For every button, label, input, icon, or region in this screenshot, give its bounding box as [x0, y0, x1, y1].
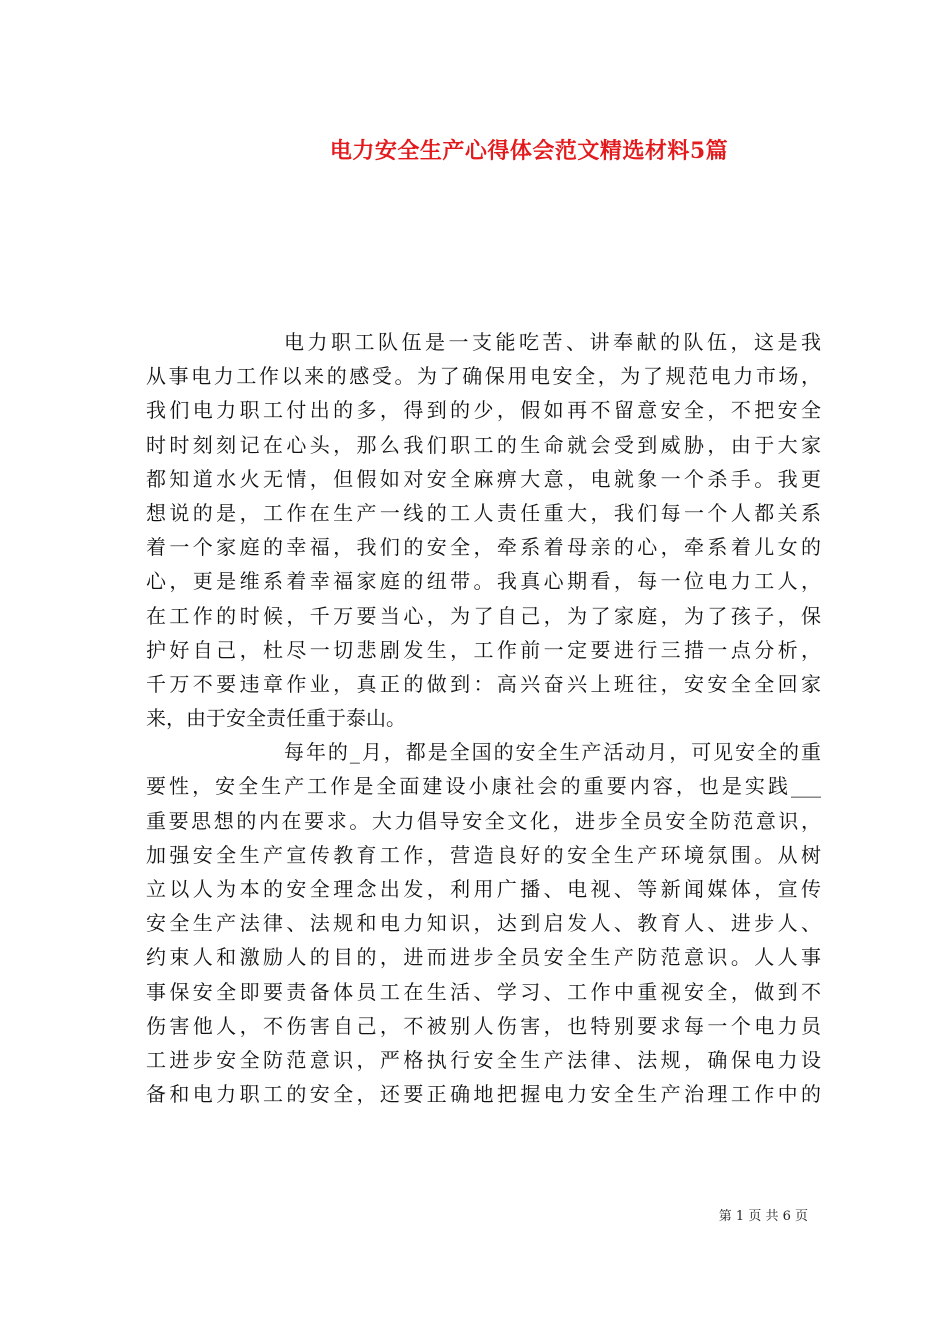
text-line: 着一个家庭的幸福，我们的安全，牵系着母亲的心，牵系着儿女的 — [146, 535, 821, 560]
text-line: 备和电力职工的安全，还要正确地把握电力安全生产治理工作中的 — [146, 1082, 821, 1107]
text-line: 时时刻刻记在心头，那么我们职工的生命就会受到威胁，由于大家 — [146, 432, 821, 457]
text-line: 护好自己，杜尽一切悲剧发生，工作前一定要进行三措一点分析， — [146, 637, 821, 662]
text-line: 每年的_月，都是全国的安全生产活动月，可见安全的重 — [284, 740, 821, 765]
text-line: 伤害他人，不伤害自己，不被别人伤害，也特别要求每一个电力员 — [146, 1013, 821, 1038]
text-line: 电力职工队伍是一支能吃苦、讲奉献的队伍，这是我 — [284, 330, 821, 354]
text-line: 来，由于安全责任重于泰山。 — [146, 706, 406, 731]
text-line: 心，更是维系着幸福家庭的纽带。我真心期看，每一位电力工人， — [146, 569, 821, 594]
text-line: 我们电力职工付出的多，得到的少，假如再不留意安全，不把安全 — [146, 398, 821, 423]
text-line: 在工作的时候，千万要当心，为了自己，为了家庭，为了孩子，保 — [146, 603, 821, 628]
page-number-footer: 第 1 页 共 6 页 — [718, 1209, 808, 1224]
document-body — [146, 325, 821, 1111]
text-line: 从事电力工作以来的感受。为了确保用电安全，为了规范电力市场， — [146, 364, 821, 389]
text-line: 事保安全即要责备体员工在生活、学习、工作中重视安全，做到不 — [146, 979, 821, 1004]
text-line: 加强安全生产宣传教育工作，营造良好的安全生产环境氛围。从树 — [146, 842, 821, 867]
paragraph-1 — [146, 325, 821, 735]
text-line: 约束人和激励人的目的，进而进步全员安全生产防范意识。人人事 — [146, 945, 821, 970]
text-line: 都知道水火无情，但假如对安全麻痹大意，电就象一个杀手。我更 — [146, 466, 821, 491]
text-line: 千万不要违章作业，真正的做到：高兴奋兴上班往，安安全全回家 — [146, 671, 821, 696]
document-title: 电力安全生产心得体会范文精选材料5篇 — [329, 138, 729, 164]
text-line: 重要思想的内在要求。大力倡导安全文化，进步全员安全防范意识， — [146, 808, 821, 833]
text-line: 想说的是，工作在生产一线的工人责任重大，我们每一个人都关系 — [146, 500, 821, 525]
paragraph-2 — [146, 735, 821, 1111]
text-line: 要性，安全生产工作是全面建设小康社会的重要内容，也是实践___ — [146, 774, 821, 799]
text-line: 立以人为本的安全理念出发，利用广播、电视、等新闻媒体，宣传 — [146, 877, 821, 901]
text-line: 工进步安全防范意识，严格执行安全生产法律、法规，确保电力设 — [146, 1047, 821, 1072]
text-line: 安全生产法律、法规和电力知识，达到启发人、教育人、进步人、 — [146, 911, 821, 936]
